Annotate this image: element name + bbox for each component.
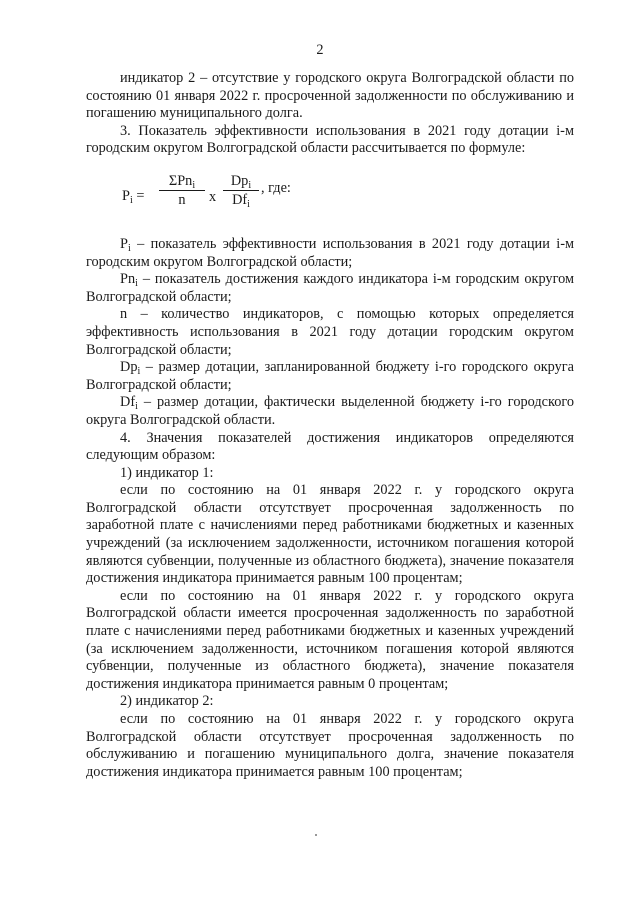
definition-n: n – количество индикаторов, с помощью которых определяется эффективность использования в 2021 году дотации городским округом Волгоградской области; <box>86 306 574 358</box>
formula-fraction-sum: ΣPn$_i$ n <box>159 172 205 210</box>
formula-times: x <box>209 188 217 205</box>
definition-dfi: $Df_i$ – размер дотации, фактически выделенной бюджету i-го городского округа Волгоградской области. <box>86 394 574 428</box>
definition-pni: $Pn_i$ – показатель достижения каждого индикатора i-м городским округом Волгоградской области; <box>86 271 574 305</box>
paragraph-indicator-1-present: если по состоянию на 01 января 2022 г. у городского округа Волгоградской области имеется просроченная задолженность по заработной плате с начислениями перед работниками бюджетных и казенных учреждений (за исключением задолженности, источником погашения которой являются субвенции, полученные из областного бюджета), значение показателя достижения индикатора принимается равным 0 процентам; <box>86 587 574 692</box>
formula-fraction-ratio: $Dp_i$ $Df_i$ <box>223 172 259 210</box>
document-body <box>86 70 574 781</box>
definition-pi: $P_i$ – показатель эффективности использования в 2021 году дотации i-м городским округом Волгоградской области; <box>86 235 574 270</box>
efficiency-formula <box>86 158 574 236</box>
definition-dpi: $Dp_i$ – размер дотации, запланированной бюджету i-го городского округа Волгоградской области; <box>86 359 574 393</box>
scan-speck <box>315 834 317 836</box>
heading-indicator-2: 2) индикатор 2: <box>120 693 214 710</box>
page-number: 2 <box>316 42 324 58</box>
paragraph-indicator-2-absent: если по состоянию на 01 января 2022 г. у городского округа Волгоградской области отсутствует просроченная задолженность по обслуживанию и погашению муниципального долга, значение показателя достижения индикатора принимается равным 100 процентам; <box>86 711 574 780</box>
paragraph-efficiency-formula-intro: 3. Показатель эффективности использования в 2021 году дотации i-м городским округом Волгоградской области рассчитывается по формуле: <box>86 122 574 157</box>
paragraph-indicator-2-definition: индикатор 2 – отсутствие у городского округа Волгоградской области по состоянию 01 января 2022 г. просроченной задолженности по обслуживанию и погашению муниципального долга. <box>86 70 574 122</box>
heading-indicator-1: 1) индикатор 1: <box>120 464 214 481</box>
formula-lhs: $P_i$ = <box>122 187 145 206</box>
paragraph-section-4: 4. Значения показателей достижения индикаторов определяются следующим образом: <box>86 429 574 464</box>
paragraph-indicator-1-absent: если по состоянию на 01 января 2022 г. у городского округа Волгоградской области отсутствует просроченная задолженность по заработной плате с начислениями перед работниками бюджетных и казенных учреждений (за исключением задолженности, источником погашения которой являются субвенции, полученные из областного бюджета), значение показателя достижения индикатора принимается равным 100 процентам; <box>86 482 574 587</box>
formula-where: , где: <box>261 179 291 196</box>
